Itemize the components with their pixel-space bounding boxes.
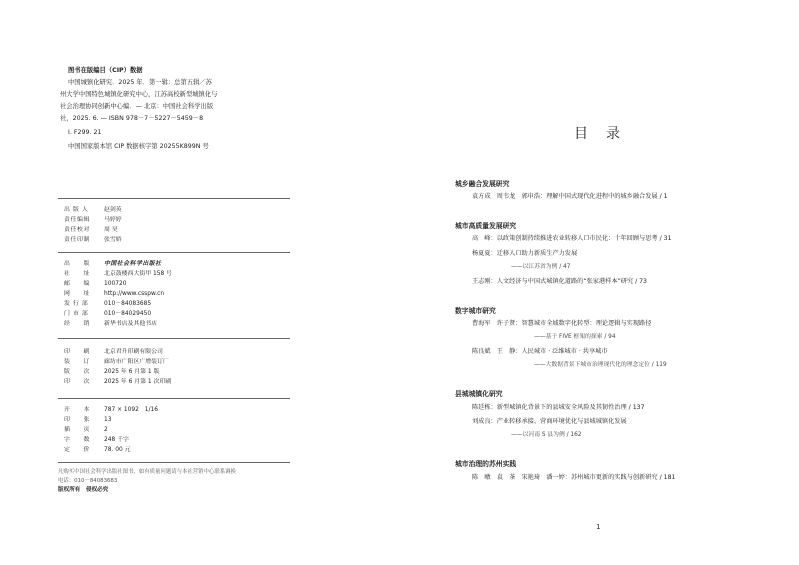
publisher-row: 出 版 中国社会科学出版社: [64, 260, 162, 267]
publisher-row: 社 址 北京鼓楼西大街甲 158 号: [64, 271, 173, 277]
toc-entry-subtitle: ——基于 FIVE 框架的探索 / 94: [534, 334, 616, 340]
publisher-row: 发 行 部 010－84083685: [64, 301, 152, 307]
page-number: 1: [596, 523, 601, 531]
toc-entry[interactable]: 陈良斌 王 静：人民城市 · 泛维城市 · 共享城市: [472, 348, 608, 355]
staff-row: 责任编辑 马婷婷: [64, 217, 122, 223]
toc-entry-subtitle: ——以江苏省为例 / 47: [511, 264, 571, 270]
toc-title: 目 录: [574, 126, 622, 142]
toc-entry[interactable]: 陈廷栋：新型城镇化背景下的县城安全风险及其韧性治理 / 137: [472, 404, 645, 411]
cip-line-1: 中国城镇化研究．2025 年．第一辑：总第五辑／苏: [68, 79, 212, 86]
toc-entry-subtitle: ——以河南 S 县为例 / 162: [511, 432, 582, 438]
section-heading: 城市治理的苏州实践: [455, 460, 517, 468]
spec-row: 字 数 248 千字: [64, 437, 129, 443]
spec-row: 插 页 2: [64, 427, 108, 433]
section-heading: 城乡融合发展研究: [455, 180, 510, 188]
divider-line: [58, 198, 290, 199]
cip-title: 图书在版编目（CIP）数据: [68, 67, 143, 74]
section-heading: 县城城镇化研究: [455, 390, 503, 398]
section-heading: 数字城市研究: [455, 307, 496, 315]
staff-list: [64, 205, 122, 245]
spec-row: 印 张 13: [64, 417, 112, 423]
staff-row: 责任校对 周 昊: [64, 227, 118, 233]
publisher-row: 网 址 http://www.csspw.cn: [64, 291, 165, 297]
publisher-row: 经 销 新华书店及其他书店: [64, 321, 158, 327]
divider-line: [58, 398, 290, 399]
print-row: 印 刷 北京君升印刷有限公司: [64, 349, 163, 355]
publisher-row: 门 市 部 010－84029450: [64, 311, 152, 317]
rights-notice: 版权所有 侵权必究: [58, 487, 109, 493]
staff-row: 出 版 人 赵剑英: [64, 207, 122, 213]
toc-entry[interactable]: 袁方成 周韦龙 郭申浩：理解中国式现代化进程中的城乡融合发展 / 1: [472, 193, 668, 200]
cip-classification: Ⅰ. F299. 21: [68, 129, 102, 136]
cip-record-number: 中国国家版本馆 CIP 数据核字第 20255K899N 号: [68, 143, 209, 150]
staff-row: 责任印制 张雪娇: [64, 237, 122, 243]
print-row: 版 次 2025 年 6 月第 1 版: [64, 369, 160, 375]
cip-line-4: 社，2025. 6. — ISBN 978－7－5227－5459－8: [60, 115, 204, 122]
divider-line: [58, 462, 290, 463]
toc-entry[interactable]: 曹海军 许子贤：智慧城市全域数字化转型：理论逻辑与实现路径: [472, 320, 652, 327]
publisher-row: 邮 编 100720: [64, 281, 127, 287]
toc-entry[interactable]: 王志刚：人文经济与中国式城镇化道路的“张家港样本”研究 / 73: [472, 278, 647, 285]
quality-notice: 凡购买中国社会科学出版社图书，如有质量问题请与本社营销中心联系调换: [58, 469, 236, 475]
divider-line: [58, 252, 290, 253]
toc-entry-subtitle: ——大数据背景下城市治理现代化的理念定位 / 119: [534, 362, 667, 368]
publisher-info: [64, 259, 172, 329]
toc-entry[interactable]: 高 峰：以政策创制持续推进农业转移人口市民化：十年回顾与思考 / 31: [472, 235, 672, 242]
spec-info: [64, 405, 158, 455]
publisher-logo: 中国社会科学出版社: [104, 260, 162, 267]
section-heading: 城市高质量发展研究: [455, 222, 517, 230]
spec-row: 开 本 787 × 1092 1/16: [64, 407, 159, 413]
spec-row: 定 价 78. 00 元: [64, 447, 131, 453]
cip-line-3: 社会治理协同创新中心编．— 北京：中国社会科学出版: [60, 103, 214, 110]
print-info: [64, 347, 171, 387]
toc-entry[interactable]: 刘成良：产业转移承接、营商环境优化与县城城镇化发展: [472, 418, 627, 425]
print-row: 装 订 廊坊市广阳区广增装订厂: [64, 359, 169, 365]
print-row: 印 次 2025 年 6 月第 1 次印刷: [64, 379, 172, 385]
toc-entry[interactable]: 杨夏夏：迁移人口助力新质生产力发展: [472, 250, 578, 257]
notice-phone: 电话：010－84083683: [58, 478, 118, 484]
cip-line-2: 州大学中国特色城镇化研究中心，江苏高校新型城镇化与: [60, 91, 218, 98]
divider-line: [58, 338, 290, 339]
toc-entry[interactable]: 陈 暾 袁 茶 宋艳琦 潘一婷：苏州城市更新的实践与创新研究 / 181: [472, 474, 676, 481]
